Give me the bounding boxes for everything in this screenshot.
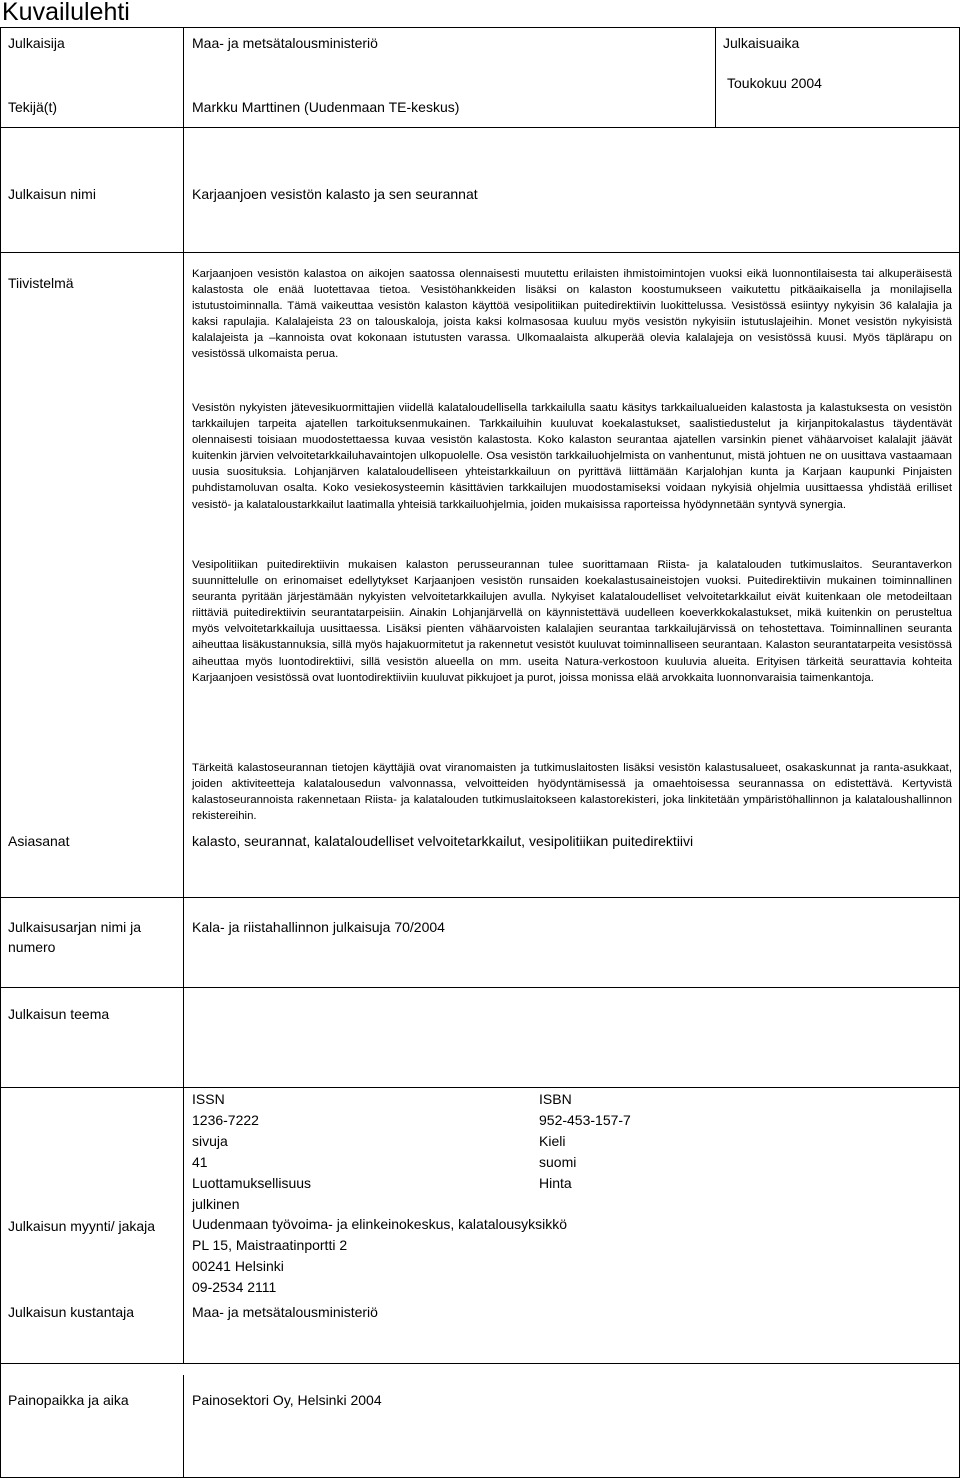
issn-label: ISSN: [192, 1091, 225, 1107]
luottamuksellisuus-label: Luottamuksellisuus: [192, 1175, 312, 1191]
rule-label-column: [183, 27, 184, 1363]
asiasanat-label: Asiasanat: [8, 833, 70, 849]
julkaisun-nimi-value: Karjaanjoen vesistön kalasto ja sen seurannat: [192, 186, 478, 202]
luottamuksellisuus-value: julkinen: [192, 1196, 240, 1212]
rule-after-sarja: [0, 987, 960, 988]
myynti-line: 00241 Helsinki: [192, 1258, 284, 1274]
julkaisija-value: Maa- ja metsätalousministeriö: [192, 35, 378, 51]
myynti-address: [192, 1214, 567, 1298]
details-right-column: [539, 1089, 631, 1194]
myynti-line: Uudenmaan työvoima- ja elinkeinokeskus, kalatalousyksikkö: [192, 1216, 568, 1232]
kustantaja-label: Julkaisun kustantaja: [8, 1304, 135, 1320]
julkaisuaika-value: Toukokuu 2004: [727, 75, 822, 91]
tiivistelma-paragraph-2: Vesistön nykyisten jätevesikuormittajien viidellä kalataloudellisella tarkkailulla saatu käsitys tarkkailualueiden kalastosta ja kalastuksesta on vesistön tarkkailujen tarpeita ajatellen tarkoituksenmukainen. Tarkkailuihin kuuluvat koekalastukset, saalistiedustelut ja kirjanpitokalastus täydentävät olennaisesti toisiaan muodostettaessa kuvaa vesistön kalastosta. Koko kalaston seurantaa ajatellen varsinkin pienet vähäarvoiset kalalajit jäävät kuitenkin järvien velvoitetarkkailuhavaintojen ulkopuolelle. Osa vesistön tarkkailuohjelmista on vanhentunut, mistä johtuen ne on uusittava vastaamaan uusia suosituksia. Lohjanjärven kalataloudelliseen yhteistarkkailuun on pyrittävä liittämään Karjalohjan kunta ja Karjaan kaupunki Pinjaisten puhdistamoluvan osalta. Koko vesiekosysteemin käsittävien tarkkailujen muodostamiseksi voidaan nykyisiä ohjelmia uusittaessa yhdistää erilliset vesistö- ja kalataloustarkkailut laatimalla yhteisiä tarkkailuohjelmia, joiden mukaisissa raporteissa hyödynnetään syntyvä synergia.: [192, 402, 952, 511]
julkaisun-nimi-label: Julkaisun nimi: [8, 186, 96, 202]
julkaisija-label: Julkaisija: [8, 35, 65, 51]
details-left-column: [192, 1089, 311, 1215]
asiasanat-value: kalasto, seurannat, kalataloudelliset velvoitetarkkailut, vesipolitiikan puitedirektiivi: [192, 833, 694, 849]
issn-value: 1236-7222: [192, 1112, 259, 1128]
isbn-label: ISBN: [539, 1091, 572, 1107]
myynti-line: PL 15, Maistraatinportti 2: [192, 1237, 348, 1253]
tekijat-label: Tekijä(t): [8, 99, 58, 115]
isbn-value: 952-453-157-7: [539, 1112, 631, 1128]
tekijat-value: Markku Marttinen (Uudenmaan TE-keskus): [192, 99, 460, 115]
sivuja-value: 41: [192, 1154, 208, 1170]
rule-label-column-lower: [183, 1375, 184, 1477]
julkaisusarja-label-line1: Julkaisusarjan nimi ja: [8, 919, 142, 935]
rule-after-nimi: [0, 252, 960, 253]
kieli-value: suomi: [539, 1154, 577, 1170]
painopaikka-label: Painopaikka ja aika: [8, 1392, 129, 1408]
tiivistelma-paragraph-4: Tärkeitä kalastoseurannan tietojen käyttäjiä ovat viranomaisten ja tutkimuslaitosten lisäksi vesistön kalastusalueet, osakaskunnat ja ranta-asukkaat, joiden aktiviteetteja kalatalousedun valvonnassa, velvoitteiden hyödyntämisessä ja omaehtoisessa seurannassa on edistettävä. Kertyvistä kalastoseurannoista rakennetaan Riista- ja kalatalouden tutkimuslaitokseen kalastorekisteri, joka linkitetään ympäristöhallinnon ja kalataloushallinnon rekistereihin.: [192, 762, 952, 823]
julkaisusarja-label-line2: numero: [8, 939, 56, 955]
sivuja-label: sivuja: [192, 1133, 228, 1149]
julkaisuaika-label: Julkaisuaika: [723, 35, 800, 51]
julkaisusarja-value: Kala- ja riistahallinnon julkaisuja 70/2004: [192, 919, 445, 935]
rule-after-kustantaja: [0, 1363, 960, 1364]
rule-after-asiasanat: [0, 897, 960, 898]
rule-after-tekijat: [0, 127, 960, 128]
rule-left: [0, 27, 1, 1478]
rule-julkaisuaika: [715, 27, 716, 127]
myynti-label: Julkaisun myynti/ jakaja: [8, 1218, 156, 1234]
rule-after-teema: [0, 1087, 960, 1088]
kieli-label: Kieli: [539, 1133, 566, 1149]
myynti-line: 09-2534 2111: [192, 1279, 277, 1295]
tiivistelma-paragraph-1: Karjaanjoen vesistön kalastoa on aikojen saatossa olennaisesti muutettu erilaisten ihmistoimintojen vuoksi eikä luonnontilaisesta tai alkuperäisestä kalastosta ole enää luotettavaa tietoa. Vesistöhankkeiden lisäksi on kalaston koostumukseen vaikutettu pitkäaikaisella ja monilajisella istutustoiminnalla. Tämä vaikeuttaa vesistön kalaston käyttöä vesipolitiikan puitedirektiivin luokittelussa. Vesistössä esiintyy nykyisin 36 kalalajia ja kaksi rapulajia. Kalalajeista 23 on talouskaloja, joista kaksi kolmasosaa kuuluu myös vesistön nykyisiin istutuslajeihin. Monet vesistön nykyisistä kalalajeista ja –kannoista ovat kokonaan istutusten varassa. Ulkomaalaista alkuperää olevia kalalajeja on vesistössä kuusi. Myös täplärapu on vesistössä ulkomaista perua.: [192, 268, 952, 361]
tiivistelma-paragraph-3: Vesipolitiikan puitedirektiivin mukaisen kalaston perusseurannan tulee suorittamaan Riista- ja kalatalouden tutkimuslaitos. Seurantaverkon suunnittelulle on erinomaiset edellytykset Karjaanjoen vesistön runsaiden koekalastusaineistojen vuoksi. Puitedirektiivin mukainen toiminnallinen seuranta pyritään järjestämään nykyisten velvoitetarkkailujen avulla. Nykyiset kalataloudelliset velvoitetarkkailut eivät kuitenkaan ole metodeiltaan riittäviä puitedirektiivin seurantatarpeisiin. Ainakin Lohjanjärvellä on käynnistettävä uudelleen koeverkkokalastukset, mikä kuitenkin on perusteltua myös velvoitetarkkailuja uusittaessa. Lisäksi pienten vähäarvoisten kalalajien seurantaa tarkkailujärvissä on tehostettava. Toiminnallinen seuranta aiheuttaa lisäkustannuksia, sillä myös hajakuormitetut ja rakennetut vesistöt kuuluvat toiminnalliseen seurantaan. Kalaston seurantatarpeita vesistössä aiheuttaa myös luontodirektiivi, sillä vesistön alueella on mm. useita Natura-verkostoon kuuluvia alueita. Erityisen tärkeitä seurattavia kohteita Karjaanjoen vesistössä ovat luontodirektiiviin kuuluvat pikkujoet ja purot, joissa monissa elää arvokkaita luonnonvaraisia taimenkantoja.: [192, 559, 952, 684]
rule-bottom: [0, 1477, 960, 1478]
rule-top: [0, 27, 960, 28]
hinta-label: Hinta: [539, 1175, 572, 1191]
teema-label: Julkaisun teema: [8, 1006, 110, 1022]
painopaikka-value: Painosektori Oy, Helsinki 2004: [192, 1392, 382, 1408]
page-title: Kuvailulehti: [2, 0, 130, 26]
kustantaja-value: Maa- ja metsätalousministeriö: [192, 1304, 378, 1320]
tiivistelma-label: Tiivistelmä: [8, 275, 74, 291]
